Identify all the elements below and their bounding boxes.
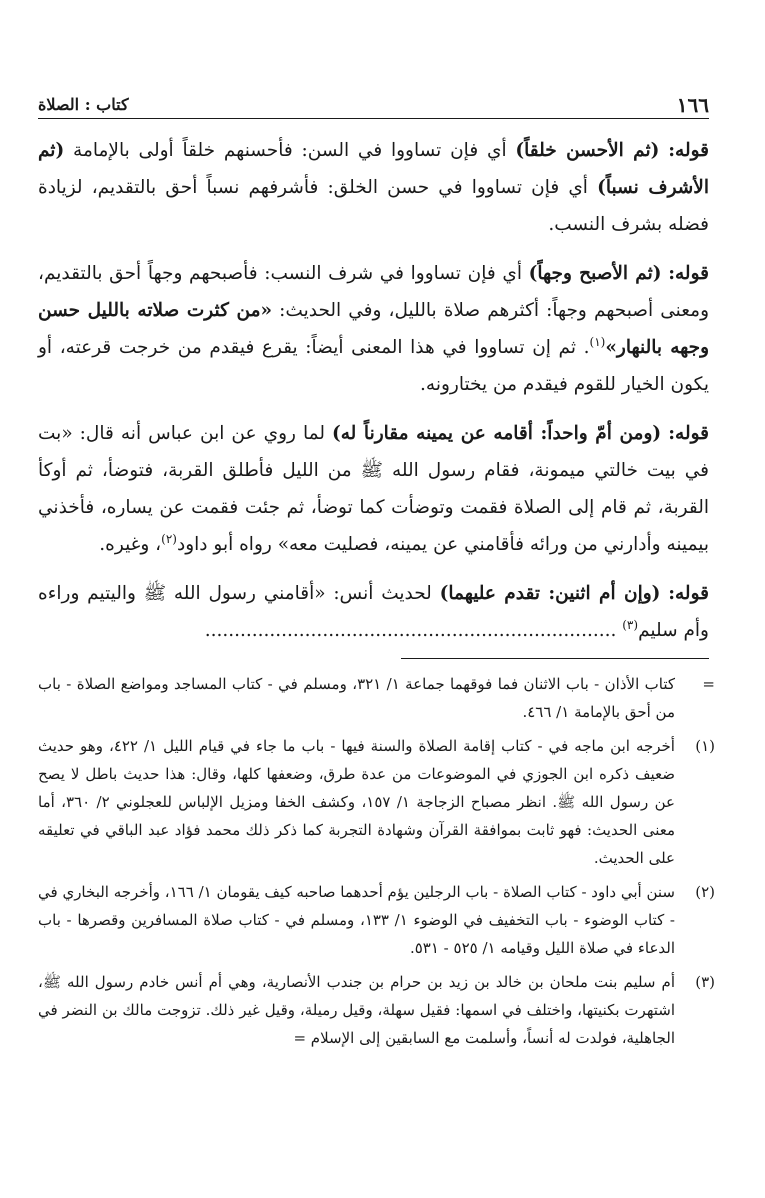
page-header	[38, 92, 709, 119]
footnote-mark: (٣)	[695, 973, 715, 991]
paragraph-4	[38, 575, 709, 649]
footnote-ref-2[interactable]: (٢)	[161, 531, 177, 546]
footnote-ref-1[interactable]: (١)	[589, 334, 606, 349]
continuation-dots: ......................................................................	[204, 620, 623, 641]
page-number: ١٦٦	[676, 93, 709, 117]
paragraph-1	[38, 132, 709, 243]
footnote-1	[38, 732, 715, 872]
footnote-mark: =	[702, 675, 715, 693]
footnote-text: أخرجه ابن ماجه في - كتاب إقامة الصلاة والسنة فيها - باب ما جاء في قيام الليل ١/ ٤٢٢، وهو حديث ضعيف ذكره ابن الجوزي في الموضوعات من عدة طرق، وضعفها كلها، وقال: هذا حديث باطل لا يصح عن رسول الله ﷺ. انظر مصباح الزجاجة ١/ ١٥٧، وكشف الخفا ومزيل الإلباس للعجلوني ٢/ ٣٦٠، أما معنى الحديث: فهو ثابت بموافقة القرآن وشهادة التجربة كما ذكر ذلك محمد فؤاد عبد الباقي في تعليقه على الحديث.	[38, 737, 675, 867]
commentary-text: أي فإن تساووا في حسن الخلق: فأشرفهم نسباً أحق بالتقديم، لزيادة فضله بشرف النسب.	[38, 177, 709, 235]
matn-quote: (وإن أم اثنين: تقدم عليهما)	[439, 583, 661, 604]
footnote-ref-3[interactable]: (٣)	[622, 617, 639, 632]
paragraph-lead: قوله:	[668, 583, 709, 604]
footnote-mark: (٢)	[695, 883, 715, 901]
matn-quote: (ثم الأشرف نسباً)	[38, 140, 709, 198]
paragraph-lead: قوله:	[668, 263, 709, 284]
main-text	[38, 132, 709, 661]
commentary-text: . ثم إن تساووا في هذا المعنى أيضاً: يقرع فيقدم من خرجت قرعته، أو يكون الخيار للقوم فيقدم من يختارونه.	[38, 337, 709, 395]
footnote-text: كتاب الأذان - باب الاثنان فما فوقهما جماعة ١/ ٣٢١، ومسلم في - كتاب المساجد ومواضع الصلاة - باب من أحق بالإمامة ١/ ٤٦٦.	[38, 675, 675, 721]
commentary-text: ، وغيره.	[99, 534, 162, 555]
commentary-text: أي فإن تساووا في السن: فأحسنهم خلقاً أولى بالإمامة	[64, 140, 516, 161]
footnote-mark: (١)	[695, 737, 715, 755]
footnotes	[38, 670, 715, 1058]
matn-quote: (ثم الأحسن خلقاً)	[515, 140, 660, 161]
paragraph-lead: قوله:	[668, 423, 709, 444]
footnote-2	[38, 878, 715, 962]
footnote-text: سنن أبي داود - كتاب الصلاة - باب الرجلين يؤم أحدهما صاحبه كيف يقومان ١/ ١٦٦، وأخرجه البخاري في - كتاب الوضوء - باب التخفيف في الوضوء ١/ ١٣٣، ومسلم في - كتاب صلاة المسافرين وقصرها - باب الدعاء في صلاة الليل وقيامه ١/ ٥٢٥ - ٥٣١.	[38, 883, 675, 957]
paragraph-2	[38, 255, 709, 403]
footnote-3	[38, 968, 715, 1052]
matn-quote: (ومن أمّ واحداً: أقامه عن يمينه مقارناً له)	[332, 423, 662, 444]
commentary-text: أي فإن تساووا في شرف النسب: فأصبحهم وجهاً أحق بالتقديم، ومعنى أصبحهم وجهاً: أكثرهم صلاة بالليل، وفي الحديث:	[38, 263, 710, 321]
commentary-text: لما روي عن ابن عباس أنه قال: «بت في بيت خالتي ميمونة، فقام رسول الله ﷺ من الليل فأطلق القربة، فتوضأ، ثم أوكأ القربة، ثم قام إلى الصلاة فقمت وتوضأت كما توضأ، ثم جئت فقمت عن يساره، فأخذني بيمينه وأدارني من ورائه فأقامني عن يمينه، فصليت معه» رواه أبو داود	[38, 423, 709, 555]
paragraph-3	[38, 415, 709, 563]
commentary-text: لحديث أنس: «أقامني رسول الله ﷺ واليتيم وراءه وأم سليم	[38, 583, 709, 641]
footnote-continued	[38, 670, 715, 726]
matn-quote: (ثم الأصبح وجهاً)	[528, 263, 662, 284]
hadith-quote: «من كثرت صلاته بالليل حسن وجهه بالنهار»	[38, 300, 710, 358]
footnote-separator	[401, 658, 709, 659]
paragraph-lead: قوله:	[668, 140, 709, 161]
footnote-text: أم سليم بنت ملحان بن خالد بن زيد بن حرام بن جندب الأنصارية، وهي أم أنس خادم رسول الله ﷺ، اشتهرت بكنيتها، واختلف في اسمها: فقيل سهلة، وقيل رميلة، وقيل غير ذلك. تزوجت مالك بن النضر في الجاهلية، فولدت له أنساً، وأسلمت مع السابقين إلى الإسلام =	[38, 973, 675, 1047]
running-title: كتاب : الصلاة	[38, 95, 129, 114]
